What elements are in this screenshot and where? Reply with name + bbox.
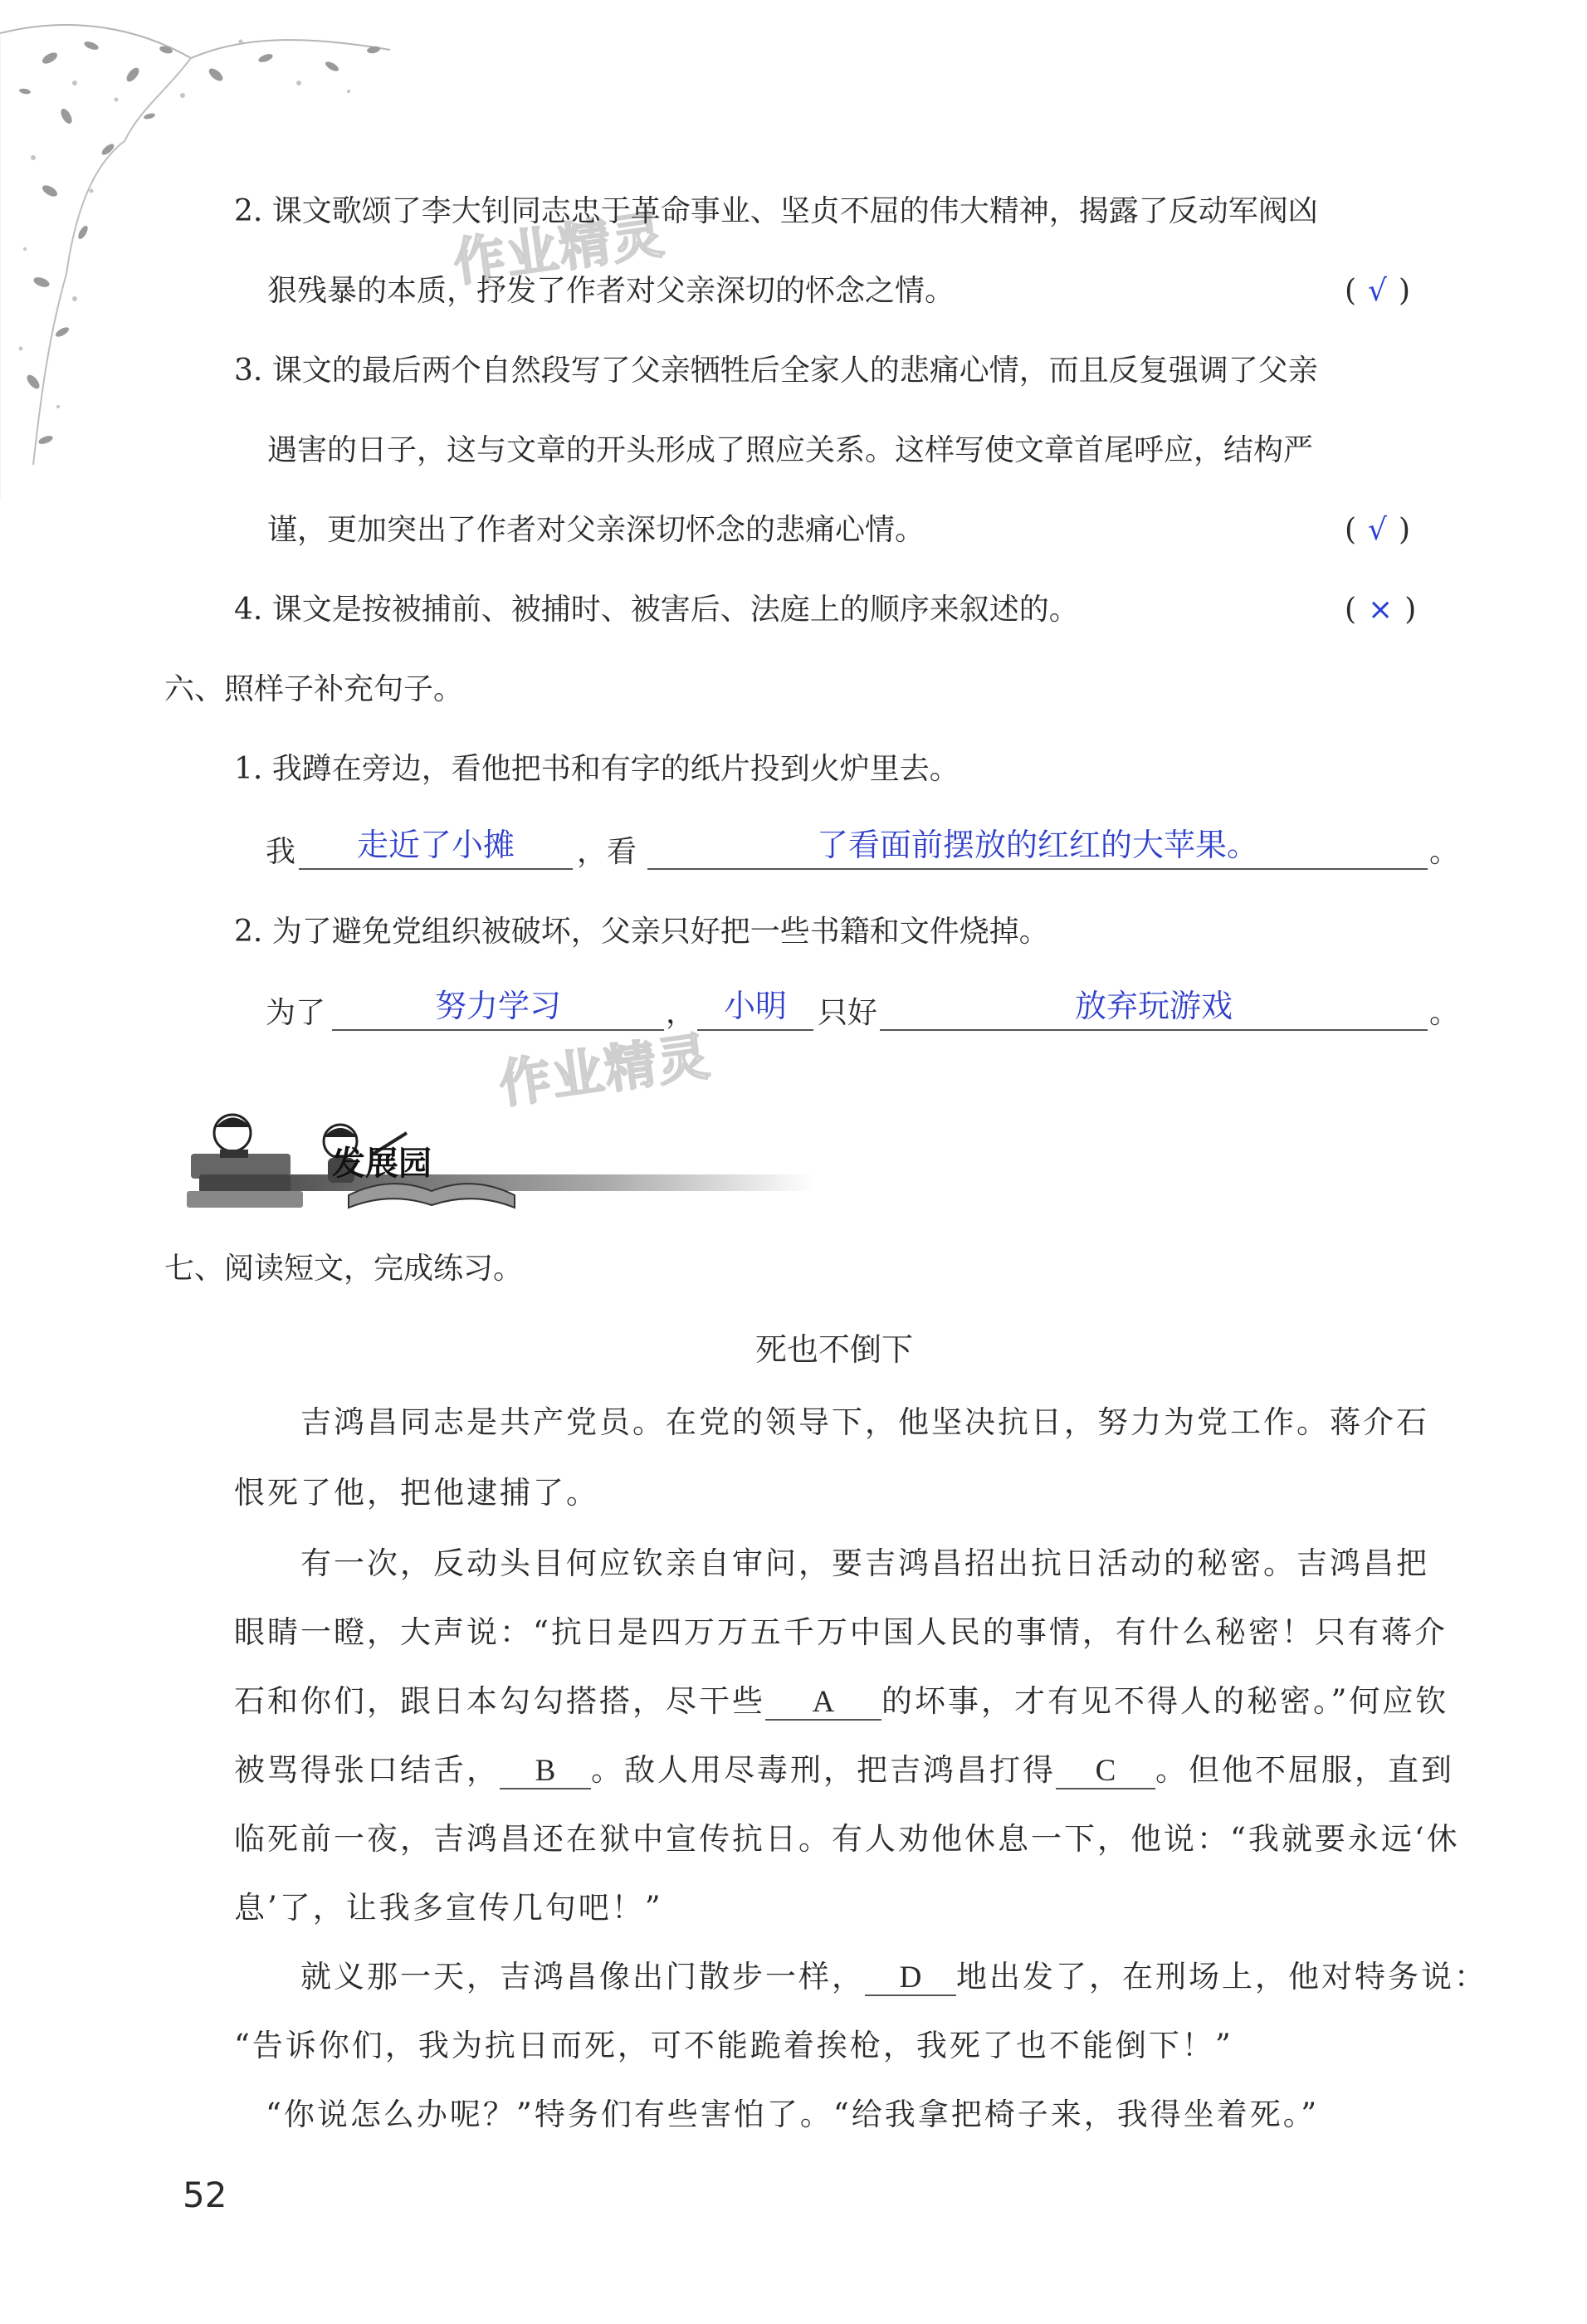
leaf-corner-decoration bbox=[0, 0, 432, 498]
passage-blank-a[interactable]: A bbox=[765, 1686, 881, 1721]
passage-blank-c[interactable]: C bbox=[1056, 1755, 1155, 1789]
passage-p1-line1: 吉鸿昌同志是共产党员。在党的领导下，他坚决抗日，努力为党工作。蒋介石 bbox=[300, 1404, 1429, 1440]
passage-p3-line1-end: 地出发了，在刑场上，他对特务说： bbox=[956, 1959, 1487, 1994]
section6-q1-end: 。 bbox=[1429, 835, 1460, 869]
passage-title: 死也不倒下 bbox=[755, 1331, 914, 1368]
passage-p3-line1-start: 就义那一天，吉鸿昌像出门散步一样， bbox=[300, 1959, 865, 1994]
section6-q2-prompt: 2. 为了避免党组织被破坏，父亲只好把一些书籍和文件烧掉。 bbox=[234, 915, 1049, 949]
judge-q3-answer: √ bbox=[1368, 513, 1387, 547]
watermark-middle: 作业精灵 bbox=[495, 1025, 715, 1116]
section6-q2-blank2-answer: 小明 bbox=[723, 988, 787, 1024]
judge-q4-answer: × bbox=[1368, 593, 1394, 627]
paren-open: ( bbox=[1345, 513, 1357, 547]
section6-q1-word-wo: 我 bbox=[266, 835, 296, 869]
judge-q3-line2: 遇害的日子，这与文章的开头形成了照应关系。这样写使文章首尾呼应，结构严 bbox=[267, 433, 1314, 467]
section6-q1-word-kan: ，看 bbox=[577, 835, 637, 869]
passage-blank-d[interactable]: D bbox=[865, 1961, 956, 1996]
passage-p1-line2: 恨死了他，把他逮捕了。 bbox=[234, 1475, 599, 1511]
judge-q3-line3: 谨，更加突出了作者对父亲深切怀念的悲痛心情。 bbox=[267, 513, 925, 547]
paren-close: ) bbox=[1404, 593, 1417, 627]
section6-q2-blank2[interactable] bbox=[697, 989, 813, 1031]
paren-open: ( bbox=[1345, 593, 1357, 627]
judge-q2-line2: 狠残暴的本质，抒发了作者对父亲深切的怀念之情。 bbox=[267, 274, 955, 308]
section6-q2-word-weile: 为了 bbox=[266, 996, 326, 1030]
judge-q2-answer-mark[interactable] bbox=[1345, 271, 1410, 311]
passage-p2-line2: 眼睛一瞪，大声说：“抗日是四万万五千万中国人民的事情，有什么秘密！只有蒋介 bbox=[234, 1614, 1448, 1650]
section6-q2-blank3[interactable] bbox=[880, 989, 1428, 1031]
judge-q3-answer-mark[interactable] bbox=[1345, 510, 1410, 550]
passage-p2-line5: 临死前一夜，吉鸿昌还在狱中宣传抗日。有人劝他休息一下，他说：“我就要永远‘休 bbox=[234, 1821, 1460, 1857]
passage-p2-line4-start: 被骂得张口结舌， bbox=[234, 1752, 500, 1788]
passage-p2-line3 bbox=[234, 1682, 1448, 1721]
section6-q1-blank2[interactable] bbox=[647, 828, 1428, 870]
section6-q2-word-zhihao: 只好 bbox=[818, 996, 878, 1030]
judge-q2-line1: 2. 课文歌颂了李大钊同志忠于革命事业、坚贞不屈的伟大精神，揭露了反动军阀凶 bbox=[234, 194, 1318, 228]
paren-close: ) bbox=[1399, 274, 1411, 308]
passage-p2-line1: 有一次，反动头目何应钦亲自审问，要吉鸿昌招出抗日活动的秘密。吉鸿昌把 bbox=[300, 1545, 1429, 1581]
section6-q1-blank1[interactable] bbox=[299, 828, 573, 870]
passage-p3-line2: “告诉你们，我为抗日而死，可不能跪着挨枪，我死了也不能倒下！” bbox=[234, 2028, 1233, 2063]
passage-p2-line3-end: 的坏事，才有见不得人的秘密。”何应钦 bbox=[881, 1683, 1449, 1719]
section6-q1-blank1-answer: 走近了小摊 bbox=[356, 827, 515, 863]
section7-title: 七、阅读短文，完成练习。 bbox=[164, 1252, 524, 1286]
section6-q2-blank1-answer: 努力学习 bbox=[434, 988, 561, 1024]
paren-close: ) bbox=[1399, 513, 1411, 547]
passage-p2-line4 bbox=[234, 1750, 1454, 1790]
passage-p4-line1: “你说怎么办呢？”特务们有些害怕了。“给我拿把椅子来，我得坐着死。” bbox=[266, 2097, 1320, 2132]
judge-q4-answer-mark[interactable] bbox=[1345, 590, 1416, 630]
banner-label: 发展园 bbox=[332, 1145, 432, 1183]
section6-q2-end: 。 bbox=[1429, 996, 1460, 1030]
section6-q1-blank2-answer: 了看面前摆放的红红的大苹果。 bbox=[816, 827, 1258, 863]
section6-q1-prompt: 1. 我蹲在旁边，看他把书和有字的纸片投到火炉里去。 bbox=[234, 752, 960, 786]
passage-blank-b[interactable]: B bbox=[500, 1755, 591, 1789]
section6-q2-blank1[interactable] bbox=[332, 989, 664, 1031]
passage-p2-line3-start: 石和你们，跟日本勾勾搭搭，尽干些 bbox=[234, 1683, 765, 1719]
passage-p2-line4-end: 。但他不屈服，直到 bbox=[1155, 1752, 1454, 1788]
passage-p2-line4-mid: 。敌人用尽毒刑，把吉鸿昌打得 bbox=[591, 1752, 1056, 1788]
page-number: 52 bbox=[183, 2175, 227, 2215]
passage-p2-line6: 息’了，让我多宣传几句吧！” bbox=[234, 1890, 663, 1926]
judge-q4-line1: 4. 课文是按被捕前、被捕时、被害后、法庭上的顺序来叙述的。 bbox=[234, 593, 1079, 627]
judge-q3-line1: 3. 课文的最后两个自然段写了父亲牺牲后全家人的悲痛心情，而且反复强调了父亲 bbox=[234, 354, 1318, 388]
section6-q2-comma: ， bbox=[666, 996, 696, 1030]
watermark-top: 作业精灵 bbox=[449, 203, 669, 294]
paren-open: ( bbox=[1345, 274, 1357, 308]
passage-p3-line1 bbox=[300, 1957, 1487, 1997]
judge-q2-answer: √ bbox=[1368, 274, 1387, 308]
development-garden-banner bbox=[183, 1096, 813, 1220]
section6-title: 六、照样子补充句子。 bbox=[164, 672, 464, 706]
section6-q2-blank3-answer: 放弃玩游戏 bbox=[1074, 988, 1233, 1024]
